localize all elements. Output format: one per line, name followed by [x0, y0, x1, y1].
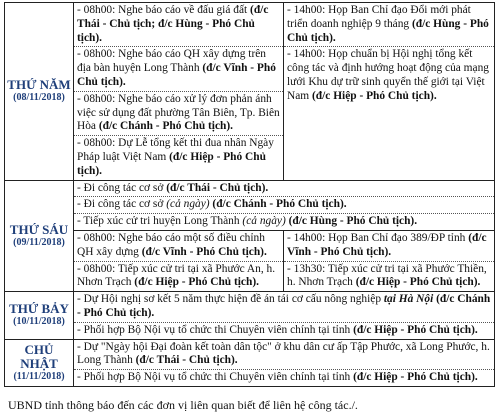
schedule-entry [74, 3, 283, 47]
schedule-entry [74, 181, 494, 198]
entry-assignee: (đ/c Thái - Chủ tịch). [166, 181, 269, 194]
schedule-entry [74, 231, 283, 262]
afternoon-cell [284, 3, 495, 181]
schedule-entry [74, 323, 494, 339]
day-row-saturday [5, 292, 495, 339]
schedule-entry [74, 292, 494, 323]
day-row-friday-full [5, 180, 495, 230]
entry-text: - 08h00: Dự Lễ tổng kết thi đua nhân Ngày Pháp luật Việt Nam [77, 137, 274, 163]
full-day-cell [74, 292, 495, 339]
day-date: (11/11/2018) [13, 370, 65, 382]
entry-assignee: (đ/c Vĩnh - Phó Chủ tịch). [287, 231, 487, 258]
day-name: CHỦ NHẬT [20, 341, 58, 371]
entry-text: - 13h30: Tiếp xúc cử tri tại xã Phước Thiền, h. Nhơn Trạch [287, 262, 487, 289]
entry-text: - 08h00: Nghe báo cáo một số điều chỉnh QH xây dựng [77, 231, 265, 258]
afternoon-cell [284, 230, 495, 291]
entry-text: - 08h00: Tiếp xúc cử tri tại xã Phước An, h. Nhơn Trạch [77, 262, 276, 289]
morning-cell [74, 3, 284, 181]
entry-assignee: (đ/c Hùng - Phó Chủ tịch). [287, 17, 489, 44]
day-date: (08/11/2018) [13, 92, 65, 104]
schedule-entry [74, 197, 494, 214]
day-label-cell [5, 3, 74, 181]
entry-text: - 08h00: Nghe báo cáo xử lý đơn phản ánh việc sử dụng đất phường Tân Biên, Tp. Biên Hòa [77, 92, 280, 133]
entry-assignee: (đ/c Hùng - Phó Chủ tịch). [285, 215, 418, 228]
schedule-entry [284, 3, 494, 47]
schedule-entry [74, 370, 494, 386]
schedule-entry [284, 47, 494, 104]
schedule-entry [284, 231, 494, 262]
day-label-cell [5, 292, 74, 339]
full-day-cell [74, 339, 495, 386]
entry-assignee: (đ/c Vĩnh - Phó Chủ tịch). [77, 62, 276, 88]
entry-assignee: (đ/c Thái - Chủ tịch). [135, 354, 238, 367]
day-date: (09/11/2018) [13, 236, 65, 248]
entry-assignee: (đ/c Hiệp - Phó Chủ tịch). [353, 323, 478, 336]
entry-text: - Phối hợp Bộ Nội vụ tổ chức thi Chuyên viên chính tại tỉnh [77, 323, 354, 336]
entry-text: - Dự Hội nghị sơ kết 5 năm thực hiện đề án tái cơ cấu nông nghiệp [77, 293, 384, 306]
weekly-schedule-table [4, 2, 495, 387]
entry-assignee: (đ/c Hiệp - Phó Chủ tịch). [77, 150, 266, 177]
day-label-cell [5, 180, 74, 292]
full-day-cell [74, 180, 495, 230]
entry-text: - Phối hợp Bộ Nội vụ tổ chức thi Chuyên viên chính tại tỉnh [77, 371, 354, 384]
schedule-entry [74, 214, 494, 230]
entry-text: - Tiếp xúc cử tri huyện Long Thành [77, 215, 243, 228]
day-date: (10/11/2018) [13, 316, 65, 328]
day-row-friday-split [5, 230, 495, 291]
entry-note: (cả ngày) [242, 215, 286, 228]
entry-assignee: (đ/c Chánh - Phó Chủ tịch). [98, 120, 234, 133]
schedule-entry [74, 92, 283, 136]
entry-assignee: (đ/c Vĩnh - Phó Chủ tịch). [141, 245, 267, 258]
day-name: THỨ BẢY [9, 301, 69, 317]
schedule-entry [74, 136, 283, 179]
entry-text: - Đi công tác cơ sở [77, 198, 167, 211]
entry-text: - Đi công tác cơ sở [77, 181, 167, 194]
entry-text: - Dự "Ngày hội Đại đoàn kết toàn dân tộc" ở khu dân cư ấp Tập Phước, xã Long Phước, h. Long Thành [77, 340, 490, 367]
entry-assignee: (đ/c Hiệp - Phó Chủ tịch). [312, 89, 437, 102]
schedule-entry [74, 47, 283, 91]
entry-assignee: (đ/c Hiệp - Phó Chủ tịch). [134, 276, 259, 289]
entry-text: - 08h00: Nghe báo cáo về đấu giá đất [77, 4, 251, 16]
schedule-entry [284, 262, 494, 292]
entry-assignee: (đ/c Hiệp - Phó Chủ tịch). [355, 276, 481, 289]
entry-assignee: (đ/c Thái - Chủ tịch; đ/c Hùng - Phó Chủ tịch). [77, 4, 269, 44]
morning-cell [74, 230, 284, 291]
day-name: THỨ NĂM [7, 77, 71, 93]
entry-assignee: (đ/c Chánh - Phó Chủ tịch). [77, 293, 491, 319]
day-name: THỨ SÁU [9, 221, 69, 237]
entry-note: (cả ngày) [166, 198, 210, 211]
schedule-entry [74, 262, 283, 292]
footer-note: UBND tỉnh thông báo đến các đơn vị liên quan biết để liên hệ công tác./. [8, 398, 358, 412]
entry-text: - 08h00: Nghe báo cáo QH xây dựng trên địa bàn huyện Long Thành [77, 48, 267, 75]
entry-text: - 14h00: Họp Ban Chỉ đạo 389/ĐP tỉnh [287, 231, 469, 244]
entry-location: tại Hà Nội [383, 293, 434, 306]
schedule-entry [74, 340, 494, 371]
entry-text: - 14h00: Họp chuẩn bị Hội nghị tổng kết công tác và định hướng hoạt động của mạng lưới Khu dự trữ sinh quyển thế giới tại Việt Nam [287, 48, 489, 102]
day-row-thursday [5, 3, 495, 181]
entry-assignee: (đ/c Hiệp - Phó Chủ tịch). [353, 371, 478, 384]
day-row-sunday [5, 339, 495, 386]
entry-assignee: (đ/c Chánh - Phó Chủ tịch). [209, 198, 347, 211]
entry-text: - 14h00: Họp Ban Chỉ đạo Đổi mới phát triển doanh nghiệp 9 tháng [287, 4, 471, 30]
day-label-cell [5, 339, 74, 386]
